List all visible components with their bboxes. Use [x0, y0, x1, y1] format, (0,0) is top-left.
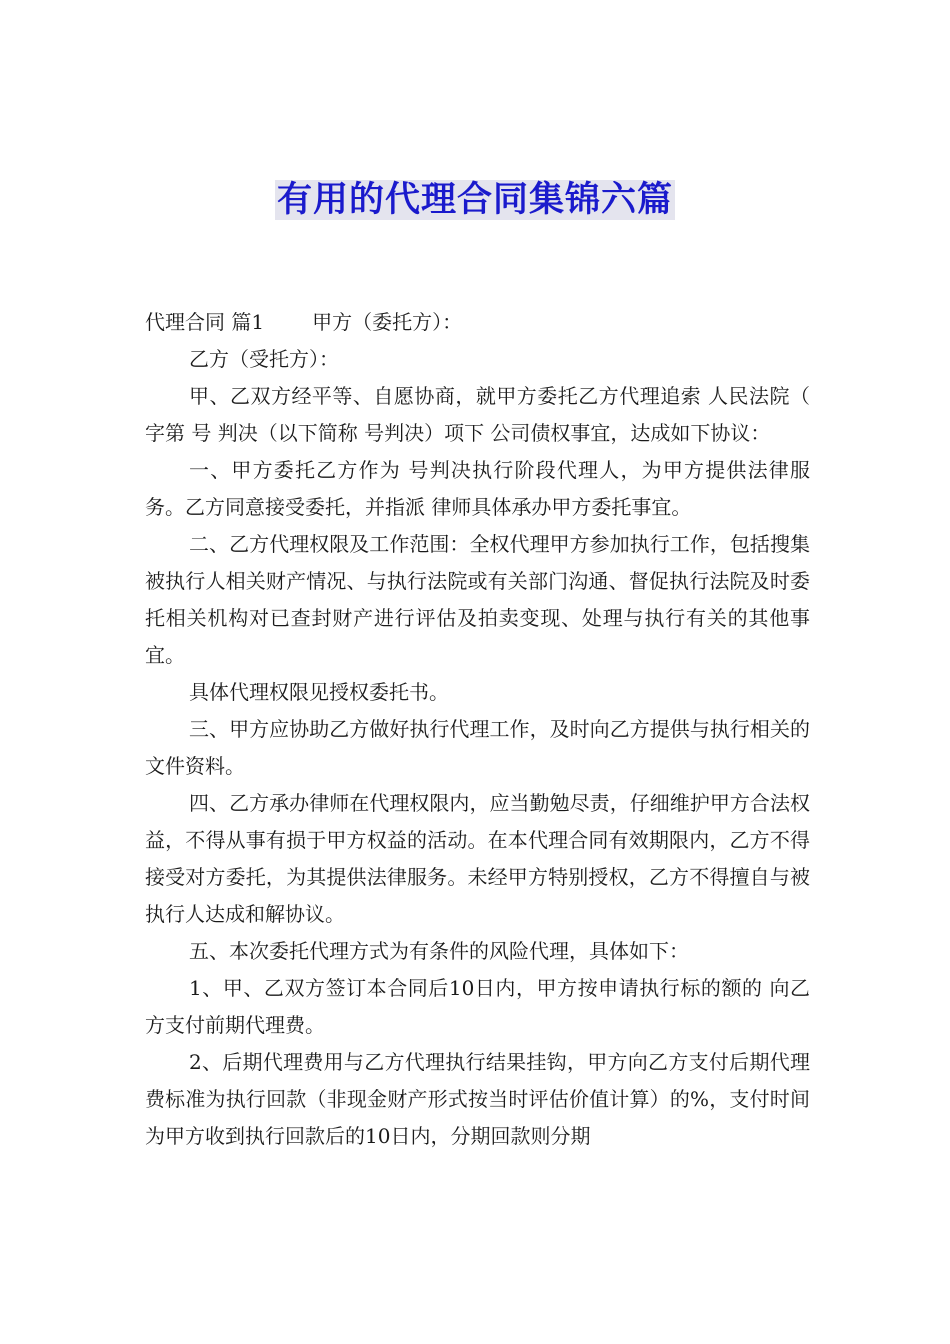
section-heading: 代理合同 篇1: [145, 310, 265, 334]
paragraph: 四、乙方承办律师在代理权限内，应当勤勉尽责，仔细维护甲方合法权益，不得从事有损于甲方权益的活动。在本代理合同有效期限内，乙方不得接受对方委托，为其提供法律服务。未经甲方特别授权，乙方不得擅自与被执行人达成和解协议。: [145, 791, 810, 926]
lead-line: [145, 304, 810, 341]
paragraph: 乙方（受托方）：: [189, 347, 339, 371]
paragraph: 三、甲方应协助乙方做好执行代理工作，及时向乙方提供与执行相关的文件资料。: [145, 717, 810, 778]
paragraph: 二、乙方代理权限及工作范围：全权代理甲方参加执行工作，包括搜集被执行人相关财产情况、与执行法院或有关部门沟通、督促执行法院及时委托相关机构对已查封财产进行评估及拍卖变现、处理与执行有关的其他事宜。: [145, 532, 810, 667]
paragraph: 1、甲、乙双方签订本合同后10日内，甲方按申请执行标的额的 向乙方支付前期代理费。: [145, 976, 810, 1037]
document-title: 有用的代理合同集锦六篇: [276, 180, 673, 220]
paragraph: 一、甲方委托乙方作为 号判决执行阶段代理人，为甲方提供法律服务。乙方同意接受委托，并指派 律师具体承办甲方委托事宜。: [145, 458, 810, 519]
document-body: [145, 304, 810, 1155]
paragraph: 五、本次委托代理方式为有条件的风险代理，具体如下：: [189, 939, 689, 963]
party-a-label: 甲方（委托方）：: [312, 310, 463, 334]
paragraph: 2、后期代理费用与乙方代理执行结果挂钩，甲方向乙方支付后期代理费标准为执行回款（非现金财产形式按当时评估价值计算）的%，支付时间为甲方收到执行回款后的10日内，分期回款则分期: [145, 1050, 810, 1148]
paragraph: 具体代理权限见授权委托书。: [189, 680, 449, 704]
paragraph: 甲、乙双方经平等、自愿协商，就甲方委托乙方代理追索 人民法院（ 字第 号 判决（以下简称 号判决）项下 公司债权事宜，达成如下协议：: [145, 384, 810, 445]
